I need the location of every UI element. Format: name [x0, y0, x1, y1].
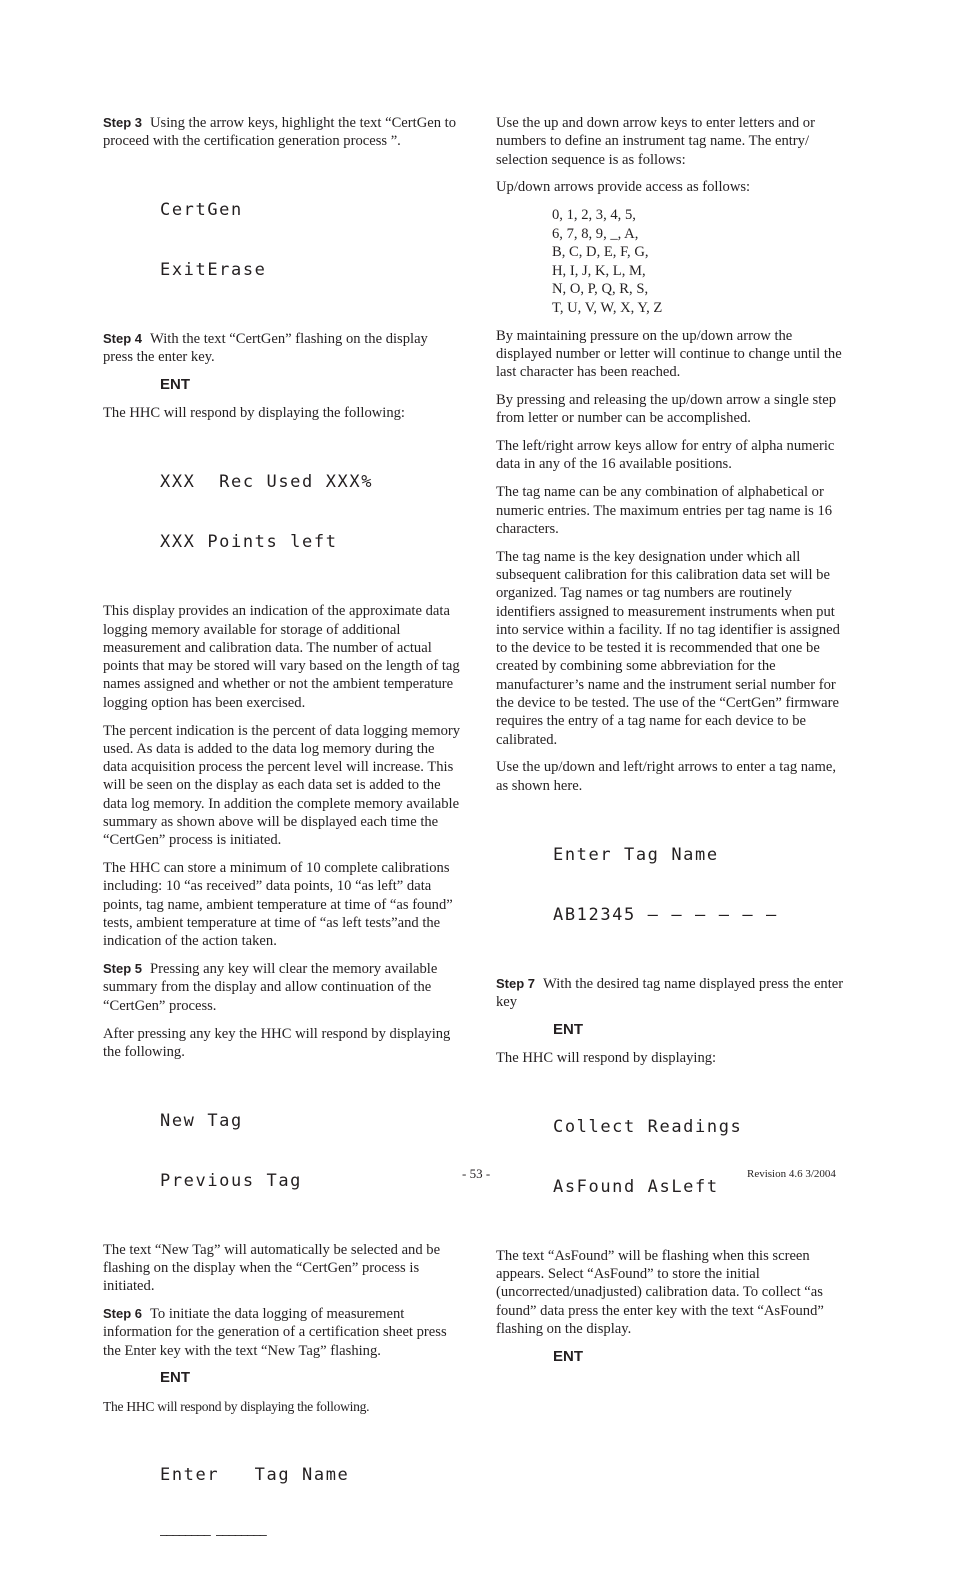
- paragraph: The tag name can be any combination of alphabetical or numeric entries. The maximum entries per tag name is 16 characters.: [496, 484, 833, 537]
- step-3-label: Step 3: [103, 115, 143, 130]
- paragraph: By maintaining pressure on the up/down arrow the displayed number or letter will continue to change until the last character has been reached.: [496, 327, 842, 381]
- step-7-label: Step 7: [496, 975, 536, 991]
- lcd-line: CertGen: [160, 200, 243, 221]
- step-7-text: With the desired tag name displayed press the enter key: [496, 975, 844, 1010]
- lcd-display-collect-readings: [553, 1077, 850, 1237]
- step-5-text: Pressing any key will clear the memory available summary from the display and allow continuation of the “CertGen” process.: [103, 961, 438, 1014]
- paragraph: Use the up/down and left/right arrows to enter a tag name, as shown here.: [496, 759, 837, 794]
- lcd-line: –––––––– ––––––––: [160, 1528, 266, 1543]
- lcd-line: AsFound AsLeft: [553, 1176, 719, 1197]
- list-item: B, C, D, E, F, G,: [552, 244, 649, 261]
- lcd-line: Enter Tag Name: [160, 1465, 350, 1486]
- right-column: [496, 114, 850, 1376]
- lcd-display-certgen: [160, 160, 461, 320]
- paragraph: The HHC will respond by displaying the following.: [103, 1398, 370, 1414]
- paragraph: The HHC can store a minimum of 10 complete calibrations including: 10 “as received” data points, 10 “as left” data points, tag name, ambient temperature at time of “as found” tests, ambient temperature at time of “as left tests”and the indication of the action taken.: [103, 860, 453, 950]
- step-6-text: To initiate the data logging of measurement information for the generation of a certification sheet press the Enter key with the text “New Tag” flashing.: [103, 1306, 447, 1359]
- lcd-line: Enter Tag Name: [553, 844, 719, 865]
- list-item: 6, 7, 8, 9, _, A,: [552, 225, 639, 242]
- revision-label: Revision 4.6 3/2004: [747, 1168, 836, 1180]
- paragraph: The HHC will respond by displaying:: [496, 1049, 717, 1066]
- lcd-line: XXX Rec Used XXX%: [160, 472, 374, 493]
- step-6-label: Step 6: [103, 1306, 143, 1321]
- step-4-text: With the text “CertGen” flashing on the display press the enter key.: [103, 331, 428, 366]
- paragraph: The HHC will respond by displaying the following:: [103, 405, 405, 422]
- step-5: [103, 960, 461, 1015]
- paragraph: The text “AsFound” will be flashing when this screen appears. Select “AsFound” to store the initial (uncorrected/unadjusted) calibration data. To collect “as found” data press the enter key with the text “AsFound” flashing on the display.: [496, 1247, 824, 1337]
- list-item: N, O, P, Q, R, S,: [552, 281, 649, 298]
- paragraph: The left/right arrow keys allow for entry of alpha numeric data in any of the 16 available positions.: [496, 438, 835, 473]
- paragraph: By pressing and releasing the up/down arrow a single step from letter or number can be accomplished.: [496, 392, 837, 427]
- lcd-display-memory: [160, 432, 461, 592]
- lcd-line: XXX Points left: [160, 532, 338, 553]
- ent-key-label: ENT: [553, 1020, 583, 1038]
- list-item: T, U, V, W, X, Y, Z: [552, 299, 663, 316]
- paragraph: Up/down arrows provide access as follows:: [496, 179, 751, 196]
- paragraph: This display provides an indication of the approximate data logging memory available for storage of additional measurement and calibration data. The number of actual points that may be stored will vary based on the length of tag names assigned and whether or not the ambient temperature logging option has been exercised.: [103, 603, 460, 711]
- ent-key-label: ENT: [160, 1369, 190, 1387]
- lcd-line: Previous Tag: [160, 1170, 303, 1191]
- lcd-line: Collect Readings: [553, 1116, 743, 1137]
- list-item: 0, 1, 2, 3, 4, 5,: [552, 207, 636, 224]
- paragraph: The text “New Tag” will automatically be selected and be flashing on the display when the “CertGen” process is initiated.: [103, 1241, 441, 1295]
- step-3: [103, 114, 461, 151]
- step-5-label: Step 5: [103, 961, 143, 977]
- paragraph: The percent indication is the percent of data logging memory used. As data is added to the data log memory during the data acquisition process the percent level will increase. This will be seen on the display as each data set is added to the data log memory. In addition the complete memory available summary as shown above will be displayed each time the “CertGen” process is initiated.: [103, 722, 461, 849]
- lcd-display-tag-entry: [553, 805, 850, 965]
- lcd-line: ExitErase: [160, 260, 267, 281]
- page-number: - 53 -: [462, 1166, 491, 1181]
- ent-key-label: ENT: [553, 1347, 583, 1365]
- step-6: [103, 1305, 461, 1360]
- character-sequence-list: [552, 206, 850, 317]
- paragraph: Use the up and down arrow keys to enter letters and or numbers to define an instrument tag name. The entry/ selection sequence is as follows:: [496, 115, 815, 168]
- lcd-display-enter-tag: [160, 1425, 461, 1585]
- left-column: [103, 114, 461, 1595]
- step-4-label: Step 4: [103, 331, 143, 347]
- step-4: [103, 330, 461, 367]
- list-item: H, I, J, K, L, M,: [552, 262, 646, 279]
- paragraph: The tag name is the key designation under which all subsequent calibration for this calibration data set will be organized. Tag names or tag numbers are routinely identifiers assigned to measurement instruments when put into service within a facility. If no tag identifier is assigned to the device to be tested it is recommended that one be created by combining some abbreviation for the manufacturer’s name and the instrument serial number for the device to be tested. The use of the “CertGen” firmware requires the entry of a tag name for each device to be calibrated.: [496, 548, 840, 748]
- ent-key-label: ENT: [160, 376, 190, 394]
- lcd-display-new-tag: [160, 1071, 461, 1231]
- paragraph: After pressing any key the HHC will respond by displaying the following.: [103, 1025, 451, 1060]
- lcd-line: New Tag: [160, 1110, 243, 1131]
- step-7: [496, 975, 850, 1012]
- lcd-line: AB12345 – – – – – –: [553, 904, 778, 925]
- step-3-text: Using the arrow keys, highlight the text “CertGen to proceed with the certification generation process ”.: [103, 115, 457, 150]
